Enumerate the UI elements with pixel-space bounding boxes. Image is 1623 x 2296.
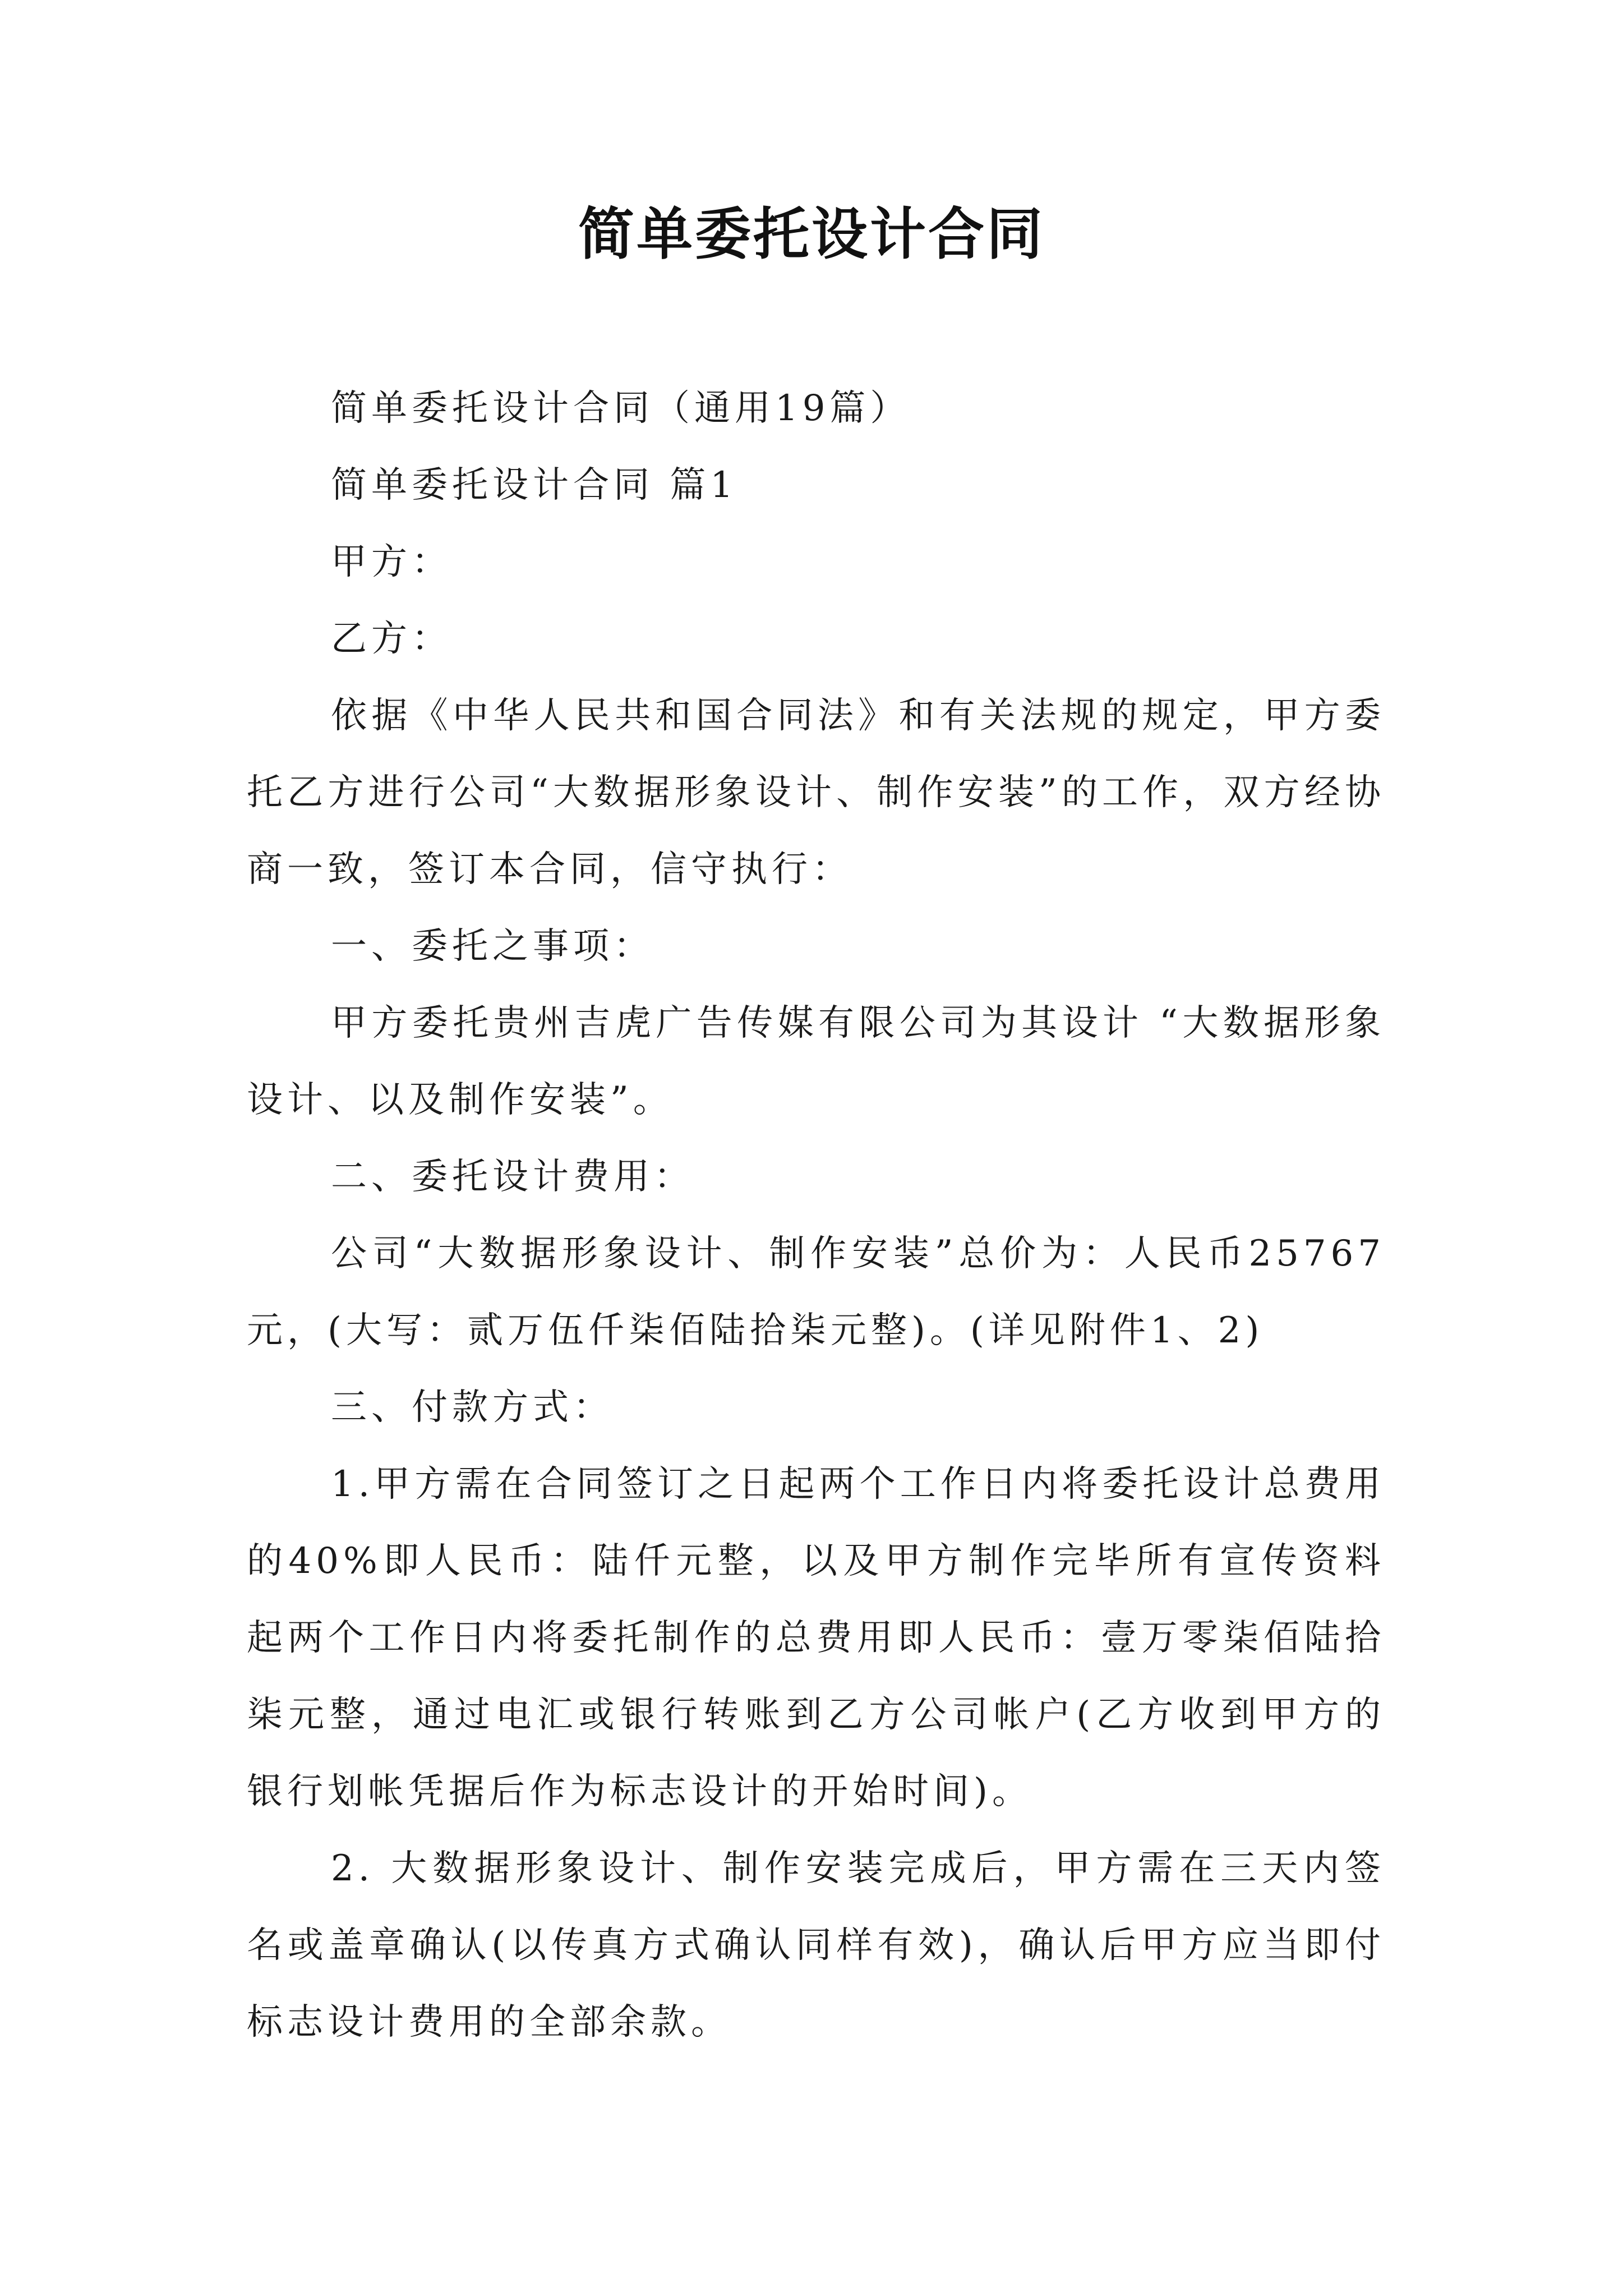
clause-paragraph-2: 公司“大数据形象设计、制作安装”总价为：人民币25767元，(大写：贰万伍仟柒佰陆拾柒元整)。(详见附件1、2) [247, 1233, 1385, 1351]
clause-paragraph-1: 甲方委托贵州吉虎广告传媒有限公司为其设计 “大数据形象设计、以及制作安装”。 [247, 1002, 1385, 1121]
document-body [247, 370, 1385, 2061]
party-a-line: 甲方： [331, 541, 452, 583]
document-title: 简单委托设计合同 [578, 201, 1045, 267]
preamble-paragraph: 依据《中华人民共和国合同法》和有关法规的规定，甲方委托乙方进行公司“大数据形象设计、制作安装”的工作，双方经协商一致，签订本合同，信守执行： [247, 695, 1385, 890]
clause-heading-1: 一、委托之事项： [331, 926, 654, 967]
section-heading: 简单委托设计合同 篇1 [331, 464, 738, 506]
clause-heading-2: 二、委托设计费用： [331, 1156, 694, 1198]
payment-item-2: 2. 大数据形象设计、制作安装完成后，甲方需在三天内签名或盖章确认(以传真方式确认同样有效)，确认后甲方应当即付标志设计费用的全部余款。 [247, 1848, 1385, 2043]
subtitle: 简单委托设计合同（通用19篇） [331, 388, 911, 429]
party-b-line: 乙方： [331, 618, 452, 660]
clause-heading-3: 三、付款方式： [331, 1387, 614, 1428]
payment-item-1: 1.甲方需在合同签订之日起两个工作日内将委托设计总费用的40%即人民币：陆仟元整，以及甲方制作完毕所有宣传资料起两个工作日内将委托制作的总费用即人民币：壹万零柒佰陆拾柒元整，通过电汇或银行转账到乙方公司帐户(乙方收到甲方的银行划帐凭据后作为标志设计的开始时间)。 [247, 1464, 1385, 1812]
